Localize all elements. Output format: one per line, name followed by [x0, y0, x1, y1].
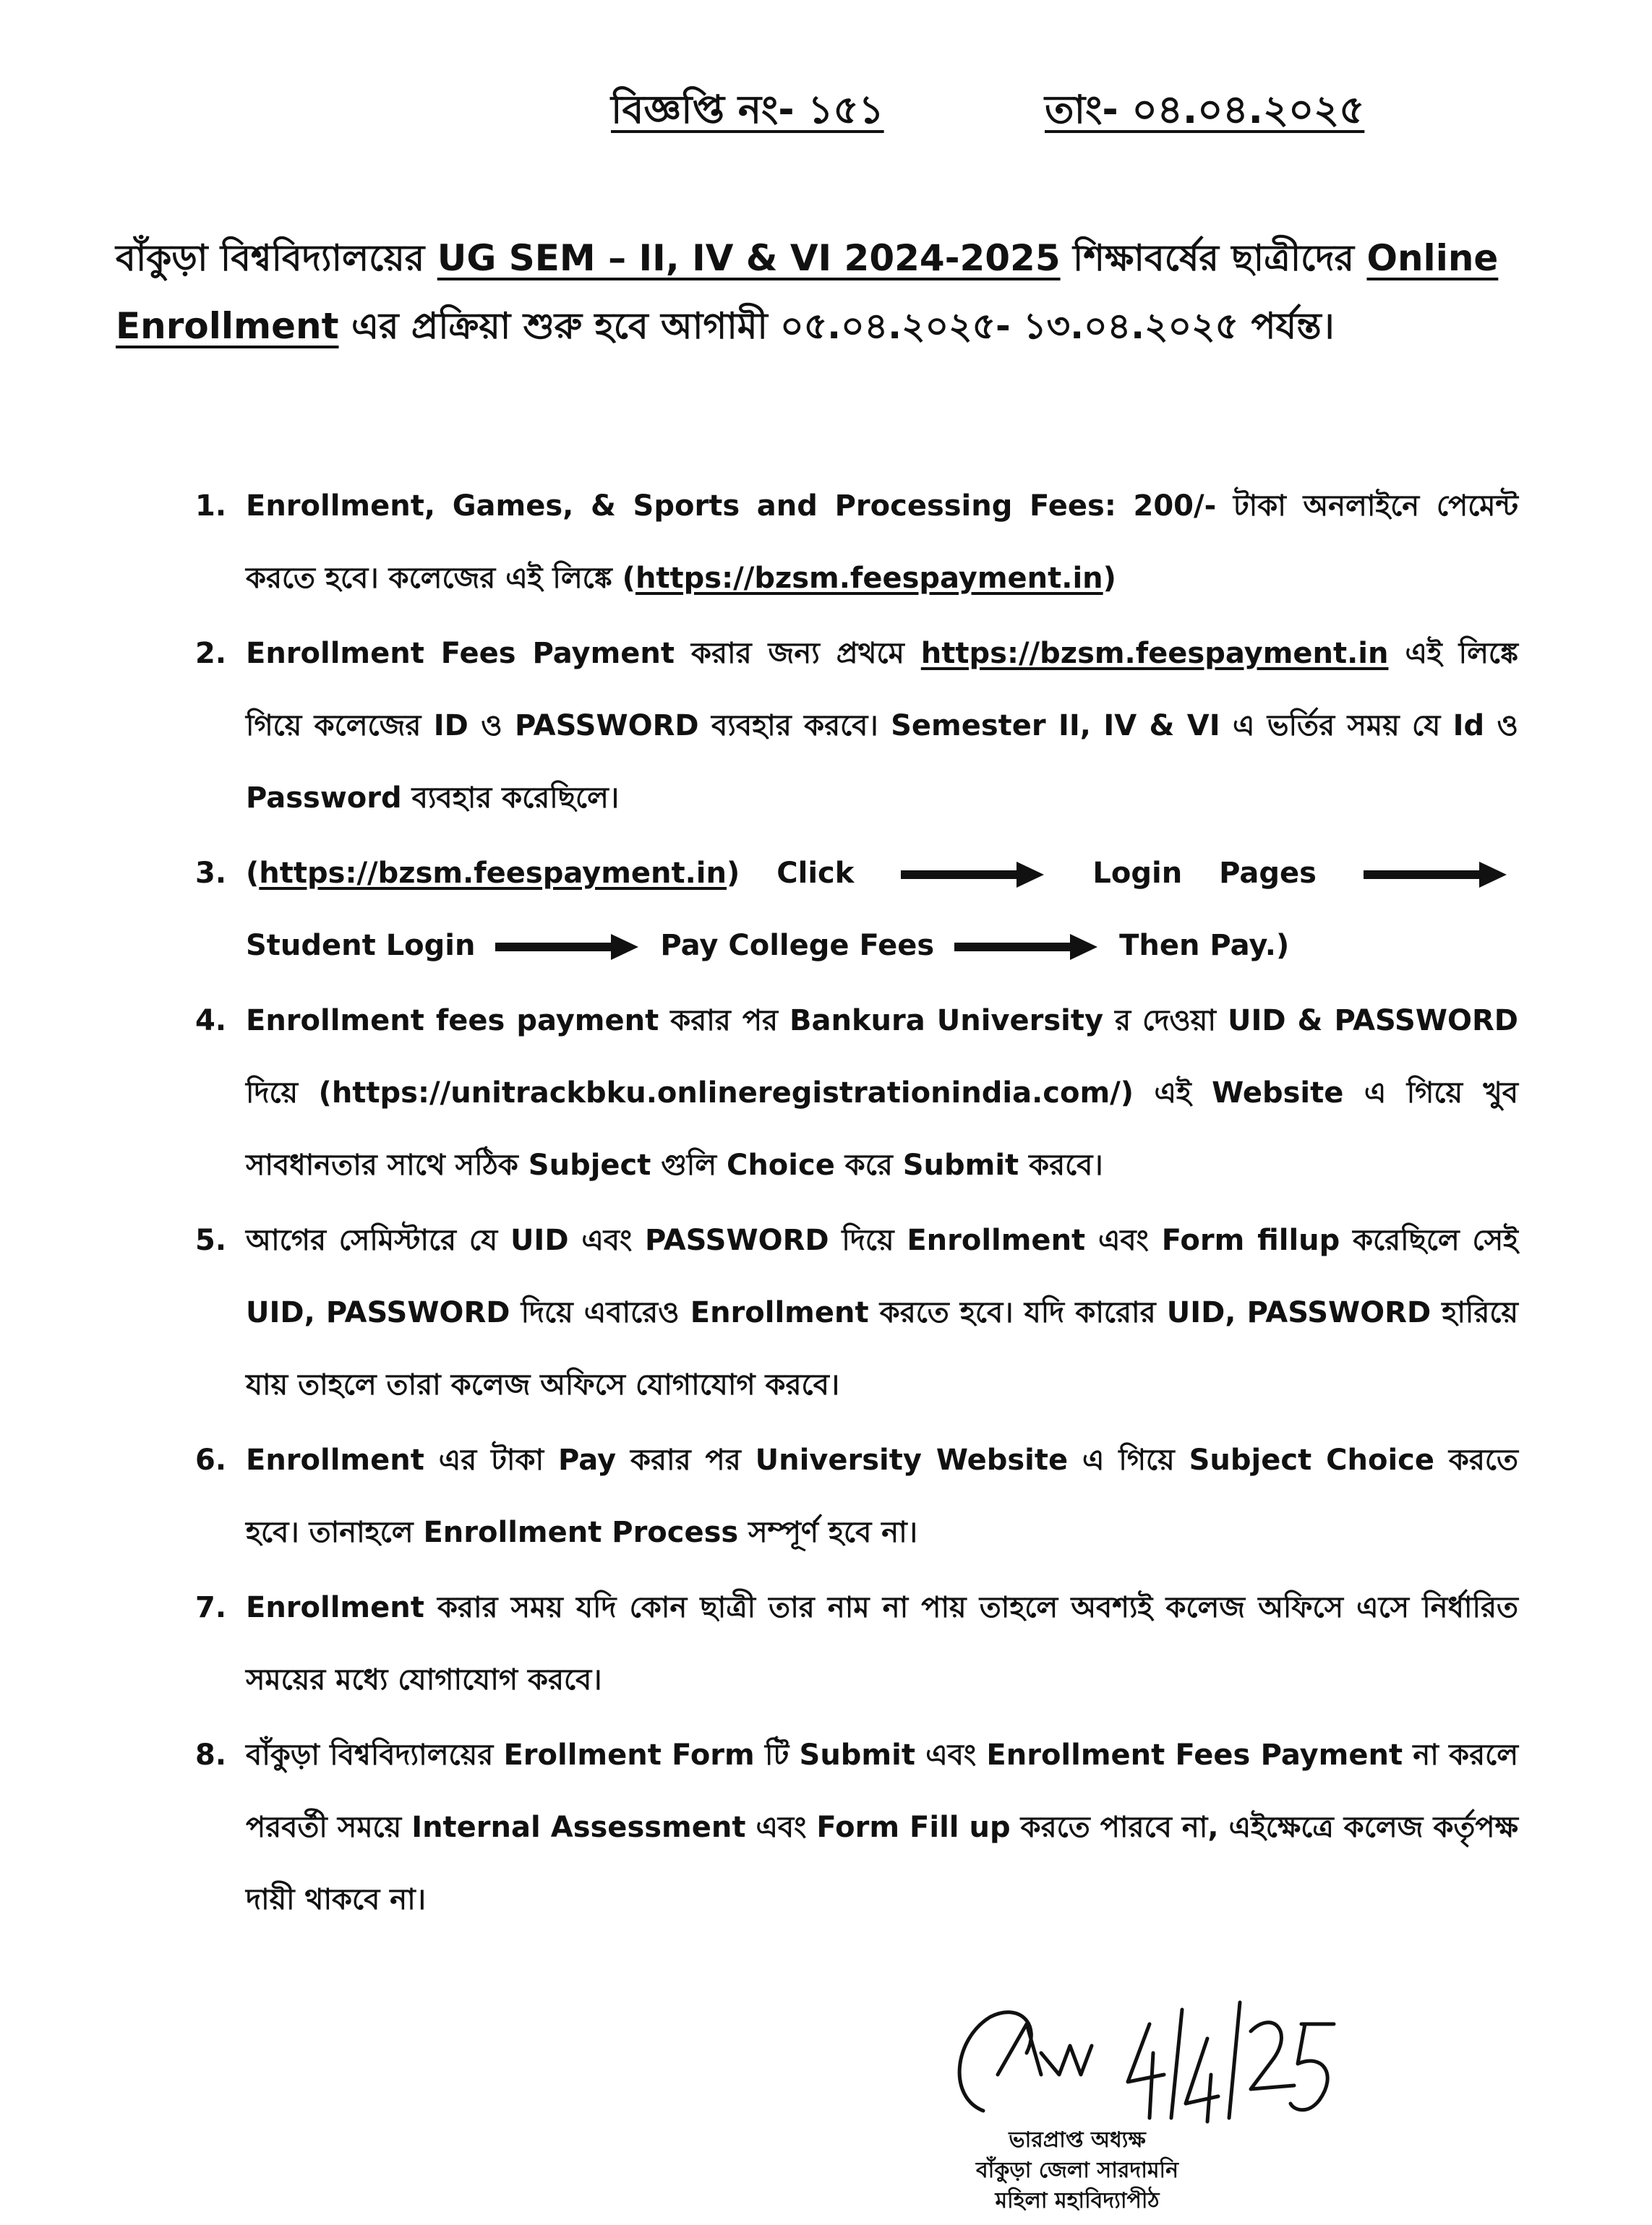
item-text: (	[246, 857, 260, 890]
item-text: Student Login	[246, 929, 476, 962]
intro-online-enrollment: Online Enrollment	[116, 237, 1499, 347]
fees-link[interactable]: https://bzsm.feespayment.in	[920, 637, 1389, 670]
intro-text-3: এর প্রক্রিয়া শুরু হবে আগামী ০৫.০৪.২০২৫- ১৩.০৪.২০২৫ পর্যন্ত।	[351, 305, 1335, 347]
notice-number: বিজ্ঞপ্তি নং- ১৫১	[611, 87, 884, 132]
right-arrow-icon	[1364, 860, 1508, 889]
intro-text-1: বাঁকুড়া বিশ্ববিদ্যালয়ের	[116, 237, 425, 279]
official-seal	[911, 2125, 1244, 2225]
item-number: 5.	[195, 1224, 227, 1257]
item-number: 8.	[195, 1739, 227, 1772]
item-text: )	[1103, 562, 1116, 595]
intro-text-2: শিক্ষাবর্ষের ছাত্রীদের	[1073, 237, 1355, 279]
item-text: Login Pages	[1092, 857, 1317, 890]
list-item-6	[195, 1424, 1518, 1569]
seal-designation: ভারপ্রাপ্ত অধ্যক্ষ	[1009, 2127, 1146, 2153]
item-number: 7.	[195, 1591, 227, 1624]
notice-date: তাং- ০৪.০৪.২০২৫	[1045, 87, 1365, 132]
item-text: Then Pay.)	[1119, 929, 1290, 962]
instructions-list	[195, 470, 1518, 1939]
list-item-7	[195, 1572, 1518, 1716]
item-number: 1.	[195, 489, 227, 523]
item-number: 2.	[195, 637, 227, 670]
item-text: Enrollment করার সময় যদি কোন ছাত্রী তার নাম না পায় তাহলে অবশ্যই কলেজ অফিসে এসে নির্ধারিত সময়ের মধ্যে যোগাযোগ করবে।	[246, 1591, 1518, 1697]
item-text: Enrollment fees payment করার পর Bankura University র দেওয়া UID & PASSWORD দিয়ে (https://unitrackbku.onlineregistrationindia.com/) এই Website এ গিয়ে খুব সাবধানতার সাথে সঠিক Subject গুলি Choice করে Submit করবে।	[246, 1004, 1518, 1182]
list-item-1	[195, 470, 1518, 614]
right-arrow-icon	[495, 933, 640, 961]
list-item-2	[195, 617, 1518, 834]
item-number: 3.	[195, 857, 227, 890]
item-text: Enrollment এর টাকা Pay করার পর University Website এ গিয়ে Subject Choice করতে হবে। তানাহলে Enrollment Process সম্পূর্ণ হবে না।	[246, 1444, 1518, 1549]
item-text: Enrollment, Games, & Sports and Processing Fees: 200/- টাকা অনলাইনে পেমেন্ট করতে হবে। কলেজের এই লিঙ্কে (	[246, 489, 1518, 595]
handwritten-signature	[933, 1995, 1338, 2125]
notice-header	[611, 80, 1478, 145]
item-text: এই লিঙ্কে গিয়ে কলেজের ID ও PASSWORD ব্যবহার করবে। Semester II, IV & VI এ ভর্তির সময় যে Id ও Password ব্যবহার করেছিলে।	[246, 637, 1518, 815]
list-item-8	[195, 1719, 1518, 1936]
seal-institution-line-2: মহিলা মহাবিদ্যাপীঠ	[995, 2188, 1160, 2213]
fees-link[interactable]: https://bzsm.feespayment.in	[635, 562, 1103, 595]
item-text: Pay College Fees	[660, 929, 935, 962]
item-text: ) Click	[726, 857, 855, 890]
list-item-5	[195, 1204, 1518, 1421]
fees-link[interactable]: https://bzsm.feespayment.in	[259, 857, 727, 890]
intro-semester: UG SEM – II, IV & VI 2024-2025	[437, 237, 1061, 279]
item-number: 6.	[195, 1444, 227, 1477]
seal-institution-line-1: বাঁকুড়া জেলা সারদামনি	[975, 2158, 1179, 2183]
right-arrow-icon	[954, 933, 1099, 961]
item-text: Enrollment Fees Payment করার জন্য প্রথমে	[246, 637, 921, 670]
list-item-3	[195, 837, 1518, 982]
intro-paragraph	[116, 224, 1518, 360]
right-arrow-icon	[901, 860, 1045, 889]
item-text: আগের সেমিস্টারে যে UID এবং PASSWORD দিয়ে Enrollment এবং Form fillup করেছিলে সেই UID, PASSWORD দিয়ে এবারেও Enrollment করতে হবে। যদি কারোর UID, PASSWORD হারিয়ে যায় তাহলে তারা কলেজ অফিসে যোগাযোগ করবে।	[246, 1224, 1518, 1402]
item-text: বাঁকুড়া বিশ্ববিদ্যালয়ের Erollment Form টি Submit এবং Enrollment Fees Payment না করলে পরবর্তী সময়ে Internal Assessment এবং Form Fill up করতে পারবে না, এইক্ষেত্রে কলেজ কর্তৃপক্ষ দায়ী থাকবে না।	[246, 1739, 1518, 1916]
list-item-4	[195, 985, 1518, 1201]
item-number: 4.	[195, 1004, 227, 1037]
